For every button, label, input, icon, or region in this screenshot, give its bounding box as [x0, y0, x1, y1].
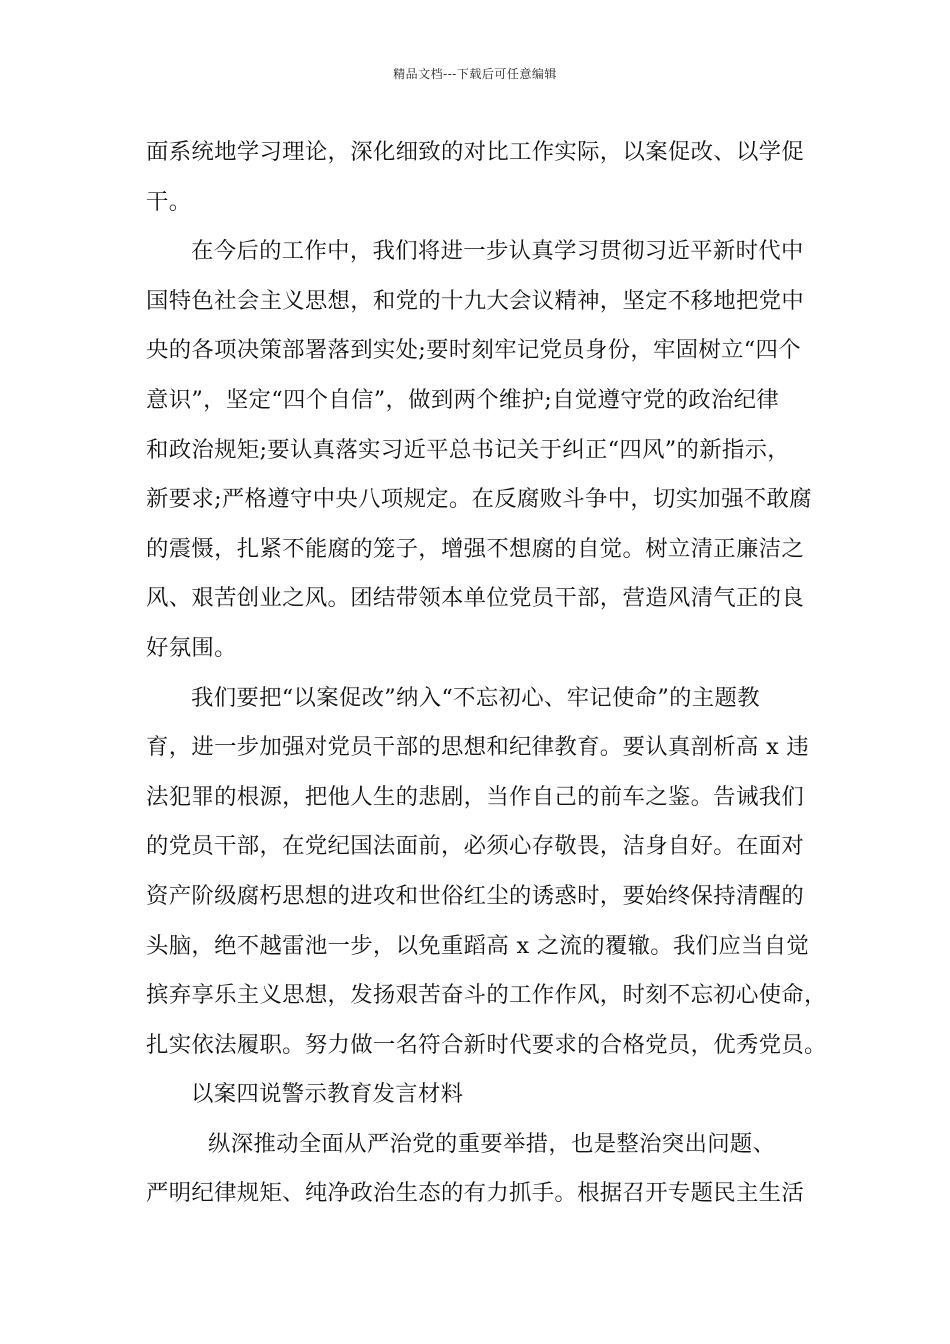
text-line: 风、艰苦创业之风。团结带领本单位党员干部，营造风清气正的良 [146, 585, 805, 612]
text-line: 摈弃享乐主义思想，发扬艰苦奋斗的工作作风，时刻不忘初心使命， [146, 982, 827, 1009]
text-line: 央的各项决策部署落到实处;要时刻牢记党员身份，牢固树立“四个 [146, 337, 801, 364]
text-line: 和政治规矩;要认真落实习近平总书记关于纠正“四风”的新指示， [146, 436, 790, 463]
text-line: 面系统地学习理论，深化细致的对比工作实际，以案促改、以学促 [146, 139, 805, 165]
text-line: 干。 [146, 188, 192, 215]
text-line: 意识”，坚定“四个自信”，做到两个维护;自觉遵守党的政治纪律 [146, 386, 780, 413]
page-header: 精品文档---下载后可任意编辑 [393, 67, 557, 81]
text-line: 新要求;严格遵守中央八项规定。在反腐败斗争中，切实加强不敢腐 [146, 486, 812, 513]
text-line: 我们要把“以案促改”纳入“不忘初心、牢记使命”的主题教 [191, 684, 760, 711]
text-line: 好氛围。 [146, 634, 237, 661]
text-line: 严明纪律规矩、纯净政治生态的有力抓手。根据召开专题民主生活 [146, 1180, 805, 1207]
text-line: 育，进一步加强对党员干部的思想和纪律教育。要认真剖析高 x 违 [146, 734, 810, 761]
section-heading: 以案四说警示教育发言材料 [191, 1081, 464, 1108]
text-line: 纵深推动全面从严治党的重要举措，也是整治突出问题、 [208, 1130, 776, 1157]
text-line: 国特色社会主义思想，和党的十九大会议精神，坚定不移地把党中 [146, 287, 805, 314]
text-line: 的党员干部，在党纪国法面前，必须心存敬畏，洁身自好。在面对 [146, 833, 805, 860]
text-line: 资产阶级腐朽思想的进攻和世俗红尘的诱惑时，要始终保持清醒的 [146, 882, 805, 909]
text-line: 的震慑，扎紧不能腐的笼子，增强不想腐的自觉。树立清正廉洁之 [146, 535, 805, 562]
document-body [146, 128, 827, 1219]
text-line: 法犯罪的根源，把他人生的悲剧，当作自己的前车之鉴。告诫我们 [146, 783, 805, 810]
text-line: 在今后的工作中，我们将进一步认真学习贯彻习近平新时代中 [191, 238, 804, 265]
text-line: 扎实依法履职。努力做一名符合新时代要求的合格党员，优秀党员。 [146, 1031, 827, 1058]
text-line: 头脑，绝不越雷池一步，以免重蹈高 x 之流的覆辙。我们应当自觉 [146, 932, 810, 959]
